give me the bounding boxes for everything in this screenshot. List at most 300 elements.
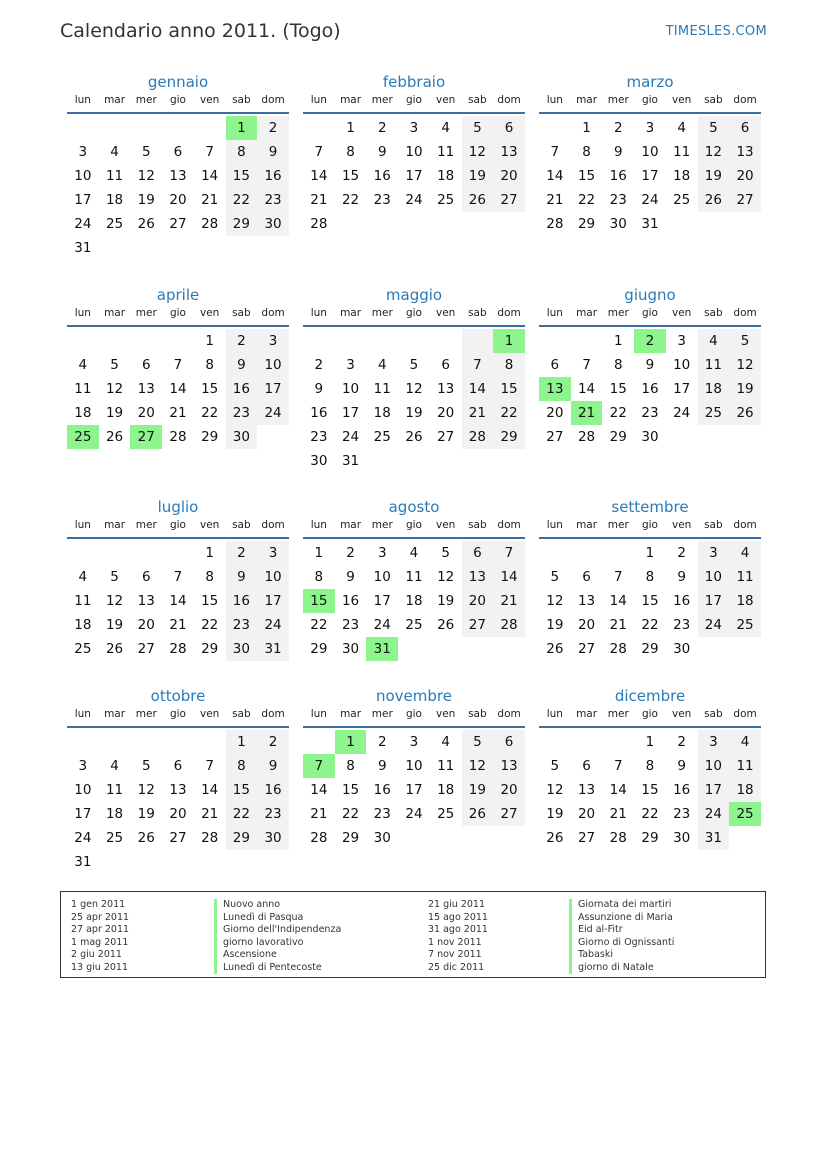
legend-holiday-name: Assunzione di Maria [569, 912, 674, 925]
day-cell: 6 [141, 569, 151, 585]
day-cell: 11 [698, 353, 730, 377]
day-cell: 30 [373, 830, 391, 846]
legend-names-col-1 [214, 899, 341, 974]
day-cell: 28 [577, 429, 596, 445]
day-cell: 14 [493, 565, 525, 589]
empty-day-cell [99, 541, 131, 565]
day-cell: 12 [462, 754, 494, 778]
day-cell: 20 [493, 778, 525, 802]
day-cell: 11 [437, 758, 455, 774]
day-cell: 3 [377, 545, 387, 561]
day-cell: 21 [462, 401, 494, 425]
day-cell: 29 [310, 641, 328, 657]
day-cell: 17 [641, 168, 659, 184]
weekday-header [303, 519, 525, 539]
day-cell: 4 [677, 120, 686, 136]
weekday-label: dom [497, 307, 521, 319]
day-cell: 10 [257, 353, 289, 377]
day-cell: 9 [677, 758, 686, 774]
holiday-day-cell: 25 [67, 425, 99, 449]
day-cell: 12 [546, 593, 564, 609]
day-cell: 10 [405, 144, 423, 160]
empty-day-cell [539, 730, 571, 754]
day-cell: 10 [257, 565, 289, 589]
weekday-label: lun [546, 519, 563, 531]
day-cell: 18 [437, 782, 455, 798]
day-cell: 20 [462, 589, 494, 613]
weekday-label: dom [261, 307, 285, 319]
holiday-day-cell: 13 [539, 377, 571, 401]
legend-holiday-name: Tabaski [569, 949, 674, 962]
weekday-label: ven [435, 94, 456, 106]
day-cell: 24 [257, 613, 289, 637]
day-cell: 8 [226, 140, 258, 164]
day-cell: 13 [729, 140, 761, 164]
empty-day-cell [99, 329, 131, 353]
weekday-label: sab [232, 708, 251, 720]
weekday-label: mar [576, 708, 598, 720]
day-cell: 17 [74, 806, 92, 822]
day-cell: 22 [226, 802, 258, 826]
month-settembre [539, 495, 761, 661]
day-cell: 24 [405, 806, 423, 822]
day-cell: 11 [437, 144, 455, 160]
day-cell: 6 [493, 116, 525, 140]
month-name: settembre [611, 498, 689, 516]
day-cell: 13 [577, 593, 596, 609]
weekday-label: mar [576, 307, 598, 319]
empty-day-cell [366, 329, 398, 353]
day-cell: 21 [169, 405, 187, 421]
weekday-label: mar [104, 708, 126, 720]
empty-day-cell [398, 329, 430, 353]
day-cell: 23 [609, 192, 627, 208]
day-cell: 3 [698, 730, 730, 754]
day-cell: 1 [205, 545, 214, 561]
weekday-label: lun [74, 708, 91, 720]
weekday-label: gio [405, 94, 422, 106]
day-cell: 22 [201, 405, 219, 421]
day-cell: 30 [257, 212, 289, 236]
day-cell: 26 [437, 617, 455, 633]
day-cell: 5 [110, 357, 119, 373]
month-dicembre [539, 684, 761, 850]
day-cell: 16 [310, 405, 328, 421]
day-cell: 28 [201, 216, 219, 232]
weekday-label: ven [671, 708, 692, 720]
day-cell: 22 [641, 806, 659, 822]
day-cell: 17 [405, 782, 423, 798]
day-cell: 27 [137, 641, 155, 657]
day-cell: 30 [673, 641, 691, 657]
day-cell: 23 [226, 401, 258, 425]
month-name: dicembre [614, 687, 686, 705]
empty-day-cell [67, 329, 99, 353]
day-cell: 14 [169, 593, 187, 609]
day-cell: 30 [226, 637, 258, 661]
day-cell: 12 [546, 782, 564, 798]
holiday-day-cell: 27 [130, 425, 162, 449]
day-cell: 8 [645, 758, 655, 774]
legend-date: 2 giu 2011 [71, 949, 122, 960]
day-cell: 18 [373, 405, 391, 421]
day-cell: 28 [609, 830, 627, 846]
day-cell: 3 [78, 758, 88, 774]
day-cell: 4 [409, 545, 419, 561]
day-cell: 27 [493, 188, 525, 212]
empty-day-cell [162, 730, 194, 754]
day-cell: 7 [173, 569, 183, 585]
day-cell: 16 [257, 164, 289, 188]
day-cell: 1 [582, 120, 591, 136]
day-cell: 1 [645, 734, 655, 750]
day-cell: 7 [582, 357, 591, 373]
legend-holiday-name: Giorno dell'Indipendenza [214, 924, 341, 937]
weekday-label: gio [405, 708, 422, 720]
weekday-label: mer [607, 307, 629, 319]
day-cell: 22 [341, 806, 360, 822]
day-cell: 5 [409, 357, 419, 373]
month-name: luglio [157, 498, 199, 516]
day-cell: 4 [729, 730, 761, 754]
weekday-label: lun [74, 519, 91, 531]
weekday-label: mer [135, 307, 157, 319]
empty-day-cell [99, 116, 131, 140]
day-cell: 19 [105, 405, 124, 421]
day-cell: 18 [729, 778, 761, 802]
day-cell: 11 [729, 754, 761, 778]
day-cell: 28 [310, 830, 328, 846]
day-grid [67, 329, 289, 449]
day-cell: 10 [74, 782, 92, 798]
day-cell: 23 [341, 617, 360, 633]
day-cell: 14 [310, 168, 328, 184]
day-cell: 15 [201, 381, 219, 397]
day-cell: 27 [169, 830, 187, 846]
day-cell: 29 [201, 641, 219, 657]
weekday-label: mar [340, 307, 362, 319]
day-cell: 22 [201, 617, 219, 633]
empty-day-cell [162, 541, 194, 565]
weekday-label: sab [704, 94, 723, 106]
day-cell: 11 [405, 569, 423, 585]
weekday-header [539, 94, 761, 114]
weekday-label: mer [135, 708, 157, 720]
weekday-label: lun [310, 94, 327, 106]
day-cell: 28 [462, 425, 494, 449]
weekday-label: dom [733, 307, 757, 319]
day-cell: 30 [609, 216, 627, 232]
legend-holiday-name: Lunedì di Pasqua [214, 912, 341, 925]
day-cell: 2 [226, 329, 258, 353]
brand-link[interactable]: TIMESLES.COM [665, 24, 767, 39]
empty-day-cell [67, 541, 99, 565]
weekday-label: ven [671, 519, 692, 531]
day-cell: 29 [493, 425, 525, 449]
day-cell: 4 [78, 569, 88, 585]
day-cell: 8 [645, 569, 655, 585]
day-cell: 18 [74, 405, 92, 421]
day-cell: 18 [105, 806, 124, 822]
weekday-label: sab [704, 708, 723, 720]
day-cell: 3 [257, 329, 289, 353]
day-cell: 1 [613, 333, 623, 349]
day-cell: 11 [729, 565, 761, 589]
day-cell: 6 [493, 730, 525, 754]
legend-date: 1 mag 2011 [71, 936, 129, 948]
weekday-label: ven [199, 519, 220, 531]
weekday-label: lun [546, 307, 563, 319]
day-cell: 11 [373, 381, 391, 397]
weekday-label: mar [340, 708, 362, 720]
day-cell: 30 [673, 830, 691, 846]
day-cell: 8 [314, 569, 324, 585]
day-cell: 3 [409, 734, 419, 750]
empty-day-cell [67, 116, 99, 140]
day-cell: 5 [462, 116, 494, 140]
day-cell: 26 [546, 830, 564, 846]
day-cell: 12 [105, 593, 124, 609]
day-cell: 22 [341, 192, 360, 208]
month-name: novembre [376, 687, 452, 705]
month-name: giugno [624, 286, 676, 304]
day-cell: 3 [645, 120, 655, 136]
legend-holiday-name: giorno lavorativo [214, 937, 341, 950]
day-cell: 19 [462, 164, 494, 188]
empty-day-cell [130, 116, 162, 140]
day-cell: 24 [405, 192, 423, 208]
day-cell: 7 [613, 569, 623, 585]
weekday-label: ven [435, 519, 456, 531]
month-ottobre [67, 684, 289, 874]
legend-date: 25 apr 2011 [71, 911, 130, 923]
month-febbraio [303, 70, 525, 236]
day-cell: 12 [105, 381, 124, 397]
day-cell: 8 [582, 144, 591, 160]
day-cell: 12 [137, 168, 155, 184]
day-cell: 17 [405, 168, 423, 184]
day-cell: 30 [341, 641, 360, 657]
legend-dates-col-1 [71, 899, 129, 974]
day-cell: 25 [373, 429, 391, 445]
day-cell: 4 [441, 734, 450, 750]
day-cell: 25 [437, 192, 455, 208]
day-cell: 20 [137, 405, 155, 421]
day-cell: 2 [613, 120, 623, 136]
day-cell: 10 [373, 569, 391, 585]
day-cell: 18 [729, 589, 761, 613]
weekday-header [303, 708, 525, 728]
day-cell: 21 [201, 192, 219, 208]
day-cell: 29 [609, 429, 627, 445]
day-cell: 22 [310, 617, 328, 633]
empty-day-cell [602, 541, 634, 565]
day-cell: 1 [314, 545, 324, 561]
day-cell: 29 [641, 641, 659, 657]
day-cell: 29 [641, 830, 659, 846]
day-grid [303, 730, 525, 850]
weekday-label: mar [576, 519, 598, 531]
weekday-label: gio [641, 519, 658, 531]
day-cell: 19 [546, 806, 564, 822]
day-cell: 31 [698, 826, 730, 850]
day-cell: 14 [310, 782, 328, 798]
day-cell: 10 [698, 565, 730, 589]
holiday-day-cell: 7 [303, 754, 335, 778]
weekday-label: mer [135, 519, 157, 531]
day-cell: 15 [641, 593, 659, 609]
weekday-header [539, 519, 761, 539]
month-name: marzo [626, 73, 674, 91]
day-cell: 10 [673, 357, 691, 373]
day-cell: 21 [609, 617, 627, 633]
day-cell: 15 [577, 168, 596, 184]
day-cell: 20 [169, 806, 187, 822]
empty-day-cell [602, 730, 634, 754]
day-cell: 12 [729, 353, 761, 377]
month-aprile [67, 283, 289, 449]
weekday-label: ven [199, 307, 220, 319]
weekday-label: mer [607, 519, 629, 531]
month-giugno [539, 283, 761, 449]
day-cell: 26 [462, 188, 494, 212]
weekday-label: ven [435, 708, 456, 720]
weekday-label: lun [546, 708, 563, 720]
day-cell: 9 [613, 144, 623, 160]
day-cell: 15 [341, 168, 360, 184]
holiday-day-cell: 1 [226, 116, 258, 140]
weekday-label: gio [169, 519, 186, 531]
legend-date: 31 ago 2011 [428, 924, 488, 935]
day-cell: 26 [105, 641, 124, 657]
day-cell: 6 [729, 116, 761, 140]
weekday-label: mar [576, 94, 598, 106]
day-cell: 19 [405, 405, 423, 421]
weekday-label: dom [497, 708, 521, 720]
day-cell: 27 [546, 429, 564, 445]
empty-day-cell [303, 329, 335, 353]
holiday-day-cell: 1 [493, 329, 525, 353]
day-cell: 19 [698, 164, 730, 188]
day-cell: 13 [437, 381, 455, 397]
empty-day-cell [303, 730, 335, 754]
day-cell: 9 [257, 140, 289, 164]
day-cell: 5 [441, 545, 450, 561]
weekday-label: sab [468, 94, 487, 106]
day-cell: 31 [257, 637, 289, 661]
weekday-label: sab [232, 307, 251, 319]
weekday-label: dom [733, 94, 757, 106]
day-cell: 6 [550, 357, 560, 373]
day-cell: 22 [577, 192, 596, 208]
empty-day-cell [130, 541, 162, 565]
empty-day-cell [430, 329, 462, 353]
day-cell: 8 [226, 754, 258, 778]
day-cell: 2 [257, 730, 289, 754]
day-cell: 5 [550, 569, 560, 585]
empty-day-cell [335, 329, 367, 353]
day-cell: 27 [462, 613, 494, 637]
weekday-header [303, 94, 525, 114]
day-cell: 11 [74, 593, 92, 609]
day-cell: 9 [226, 565, 258, 589]
day-cell: 16 [341, 593, 360, 609]
day-cell: 6 [173, 144, 183, 160]
day-cell: 14 [201, 168, 219, 184]
empty-day-cell [303, 116, 335, 140]
day-cell: 6 [441, 357, 450, 373]
day-cell: 22 [609, 405, 627, 421]
day-cell: 15 [226, 778, 258, 802]
day-grid [67, 541, 289, 661]
legend-holiday-name: Eid al-Fitr [569, 924, 674, 937]
day-cell: 19 [105, 617, 124, 633]
day-cell: 24 [673, 405, 691, 421]
weekday-label: ven [671, 307, 692, 319]
day-cell: 9 [314, 381, 324, 397]
day-cell: 9 [377, 758, 387, 774]
day-cell: 2 [346, 545, 355, 561]
day-cell: 21 [169, 617, 187, 633]
empty-day-cell [571, 730, 603, 754]
day-cell: 7 [173, 357, 183, 373]
day-cell: 2 [677, 545, 686, 561]
day-cell: 23 [373, 192, 391, 208]
legend-date: 1 gen 2011 [71, 899, 126, 910]
month-name: ottobre [150, 687, 206, 705]
weekday-label: lun [310, 307, 327, 319]
day-cell: 15 [226, 164, 258, 188]
day-cell: 27 [437, 429, 455, 445]
day-cell: 17 [257, 377, 289, 401]
day-cell: 24 [698, 613, 730, 637]
weekday-label: lun [310, 708, 327, 720]
day-cell: 17 [698, 589, 730, 613]
legend-date: 1 nov 2011 [428, 936, 482, 948]
holiday-day-cell: 21 [571, 401, 603, 425]
day-grid [67, 730, 289, 874]
day-cell: 18 [74, 617, 92, 633]
day-cell: 26 [729, 401, 761, 425]
day-cell: 28 [169, 429, 187, 445]
day-cell: 11 [673, 144, 691, 160]
day-cell: 5 [141, 758, 151, 774]
day-cell: 24 [698, 802, 730, 826]
day-cell: 25 [405, 617, 423, 633]
day-cell: 19 [137, 806, 155, 822]
day-cell: 20 [546, 405, 564, 421]
day-cell: 3 [698, 541, 730, 565]
day-cell: 14 [462, 377, 494, 401]
day-cell: 12 [437, 569, 455, 585]
day-cell: 21 [310, 806, 328, 822]
month-luglio [67, 495, 289, 661]
weekday-label: gio [169, 94, 186, 106]
day-cell: 24 [74, 830, 92, 846]
holiday-day-cell: 15 [303, 589, 335, 613]
day-cell: 7 [493, 541, 525, 565]
day-cell: 21 [201, 806, 219, 822]
day-cell: 31 [341, 453, 360, 469]
day-cell: 5 [550, 758, 560, 774]
day-cell: 30 [641, 429, 659, 445]
empty-day-cell [571, 329, 603, 353]
weekday-label: mer [135, 94, 157, 106]
day-cell: 3 [78, 144, 88, 160]
day-cell: 17 [698, 778, 730, 802]
day-cell: 30 [310, 453, 328, 469]
day-cell: 2 [314, 357, 324, 373]
